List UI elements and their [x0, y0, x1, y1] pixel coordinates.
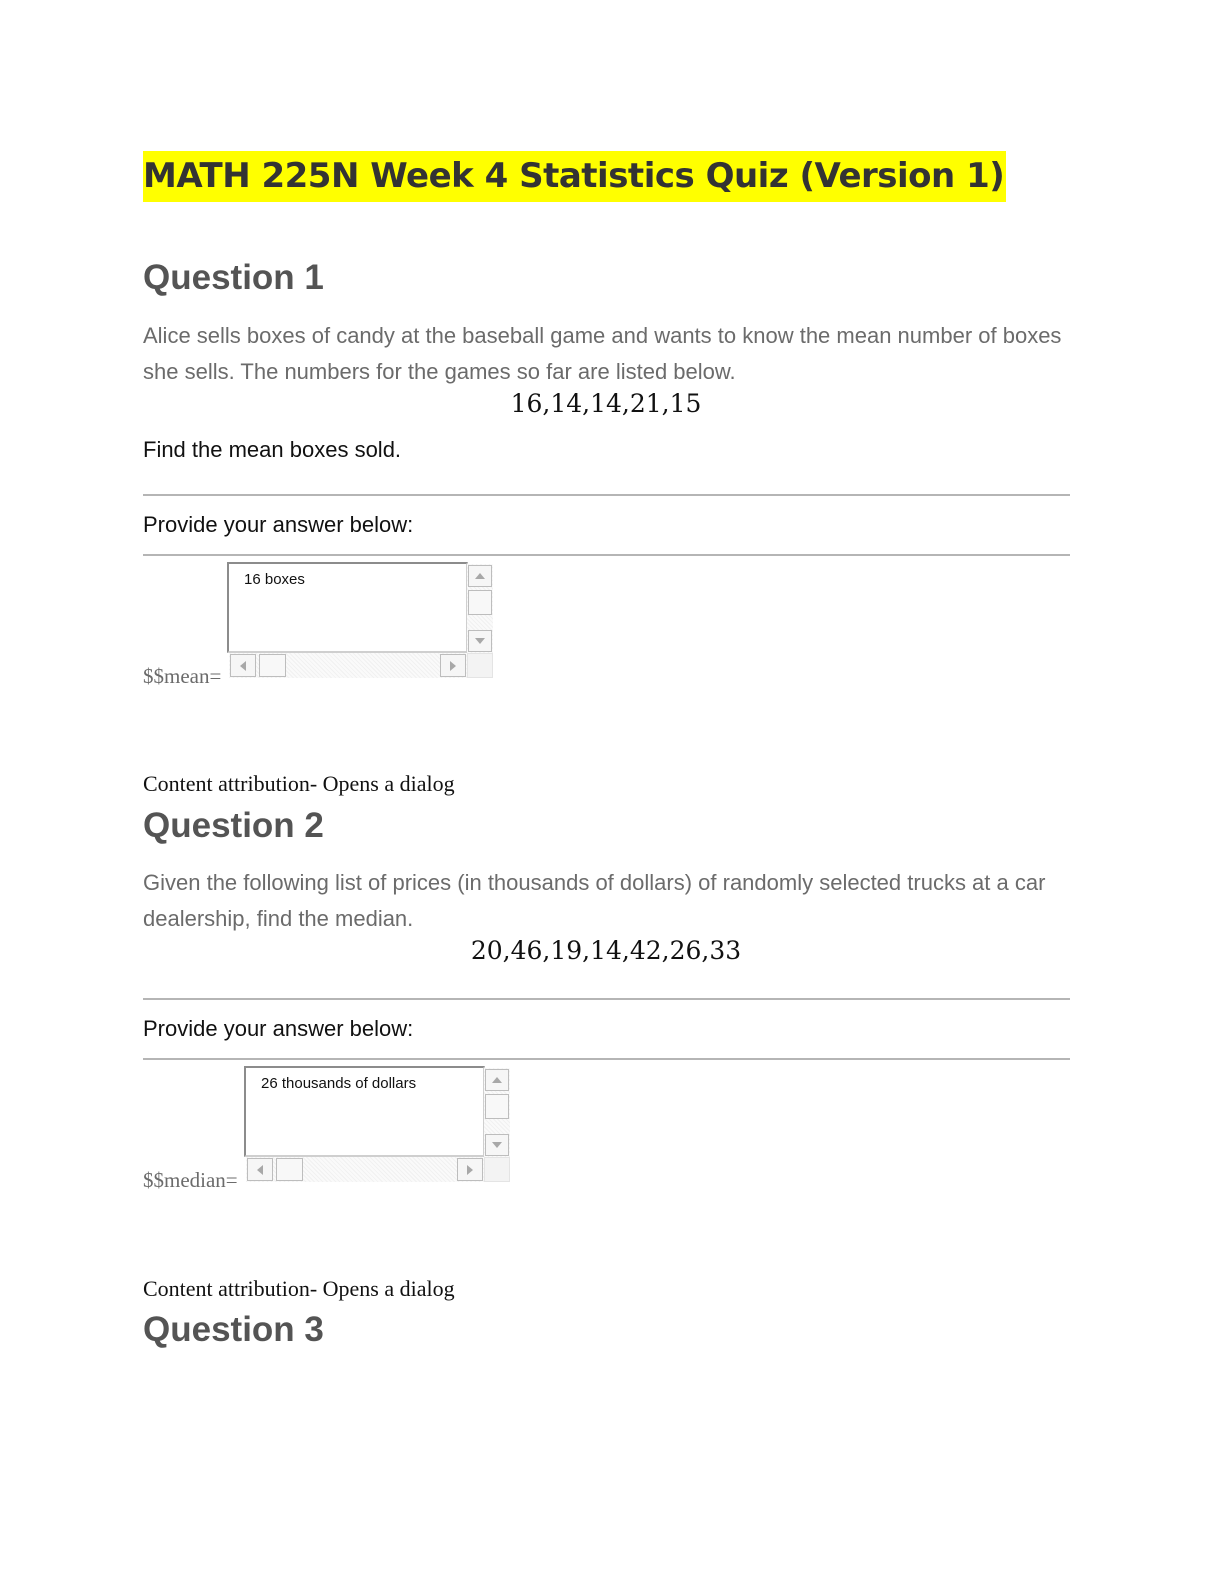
median-answer-value: 26 thousands of dollars: [261, 1075, 417, 1092]
divider: [143, 554, 1070, 556]
resize-corner[interactable]: [467, 653, 493, 678]
page-title: MATH 225N Week 4 Statistics Quiz (Version 1): [143, 151, 1006, 202]
question-2-prompt: Given the following list of prices (in thousands of dollars) of randomly selected trucks at a car dealership, find the median.: [143, 870, 1046, 931]
content-attribution-link[interactable]: Content attribution- Opens a dialog: [143, 771, 455, 796]
content-attribution-link[interactable]: Content attribution- Opens a dialog: [143, 1276, 455, 1301]
vertical-scroll-thumb[interactable]: [485, 1094, 509, 1119]
textarea-frame[interactable]: [244, 1066, 485, 1157]
median-answer-textarea[interactable]: [244, 1066, 512, 1184]
resize-corner[interactable]: [484, 1157, 510, 1182]
vertical-scroll-thumb[interactable]: [468, 590, 492, 615]
scroll-down-button[interactable]: [485, 1134, 509, 1156]
provide-answer-label: Provide your answer below:: [143, 512, 414, 537]
arrow-down-icon: [492, 1142, 502, 1148]
scroll-up-button[interactable]: [485, 1069, 509, 1091]
provide-answer-label: Provide your answer below:: [143, 1016, 414, 1041]
divider: [143, 998, 1070, 1000]
scroll-right-button[interactable]: [440, 654, 466, 677]
mean-answer-label: $$mean=: [143, 664, 222, 688]
divider: [143, 1058, 1070, 1060]
vertical-scrollbar[interactable]: [484, 1068, 510, 1157]
mean-answer-textarea[interactable]: [227, 562, 495, 680]
arrow-down-icon: [475, 638, 485, 644]
mean-answer-value: 16 boxes: [244, 571, 305, 588]
horizontal-scroll-thumb[interactable]: [259, 654, 286, 677]
horizontal-scroll-thumb[interactable]: [276, 1158, 303, 1181]
scroll-left-button[interactable]: [230, 654, 256, 677]
arrow-up-icon: [492, 1077, 502, 1083]
scroll-left-button[interactable]: [247, 1158, 273, 1181]
question-2-data: 20,46,19,14,42,26,33: [470, 936, 742, 965]
arrow-left-icon: [257, 1165, 263, 1175]
horizontal-scrollbar[interactable]: [229, 653, 467, 678]
question-1-heading: Question 1: [143, 258, 324, 297]
question-1-data: 16,14,14,21,15: [510, 389, 702, 418]
question-2-heading: Question 2: [143, 806, 324, 845]
divider: [143, 494, 1070, 496]
arrow-right-icon: [467, 1165, 473, 1175]
median-answer-label: $$median=: [143, 1168, 238, 1192]
vertical-scrollbar[interactable]: [467, 564, 493, 653]
arrow-left-icon: [240, 661, 246, 671]
arrow-right-icon: [450, 661, 456, 671]
question-1-prompt: Alice sells boxes of candy at the baseball game and wants to know the mean number of boxes she sells. The numbers for the games so far are listed below.: [143, 323, 1062, 384]
arrow-up-icon: [475, 573, 485, 579]
question-3-heading: Question 3: [143, 1310, 324, 1349]
scroll-right-button[interactable]: [457, 1158, 483, 1181]
horizontal-scrollbar[interactable]: [246, 1157, 484, 1182]
scroll-down-button[interactable]: [468, 630, 492, 652]
question-1-instruction: Find the mean boxes sold.: [143, 437, 402, 462]
scroll-up-button[interactable]: [468, 565, 492, 587]
textarea-frame[interactable]: [227, 562, 468, 653]
